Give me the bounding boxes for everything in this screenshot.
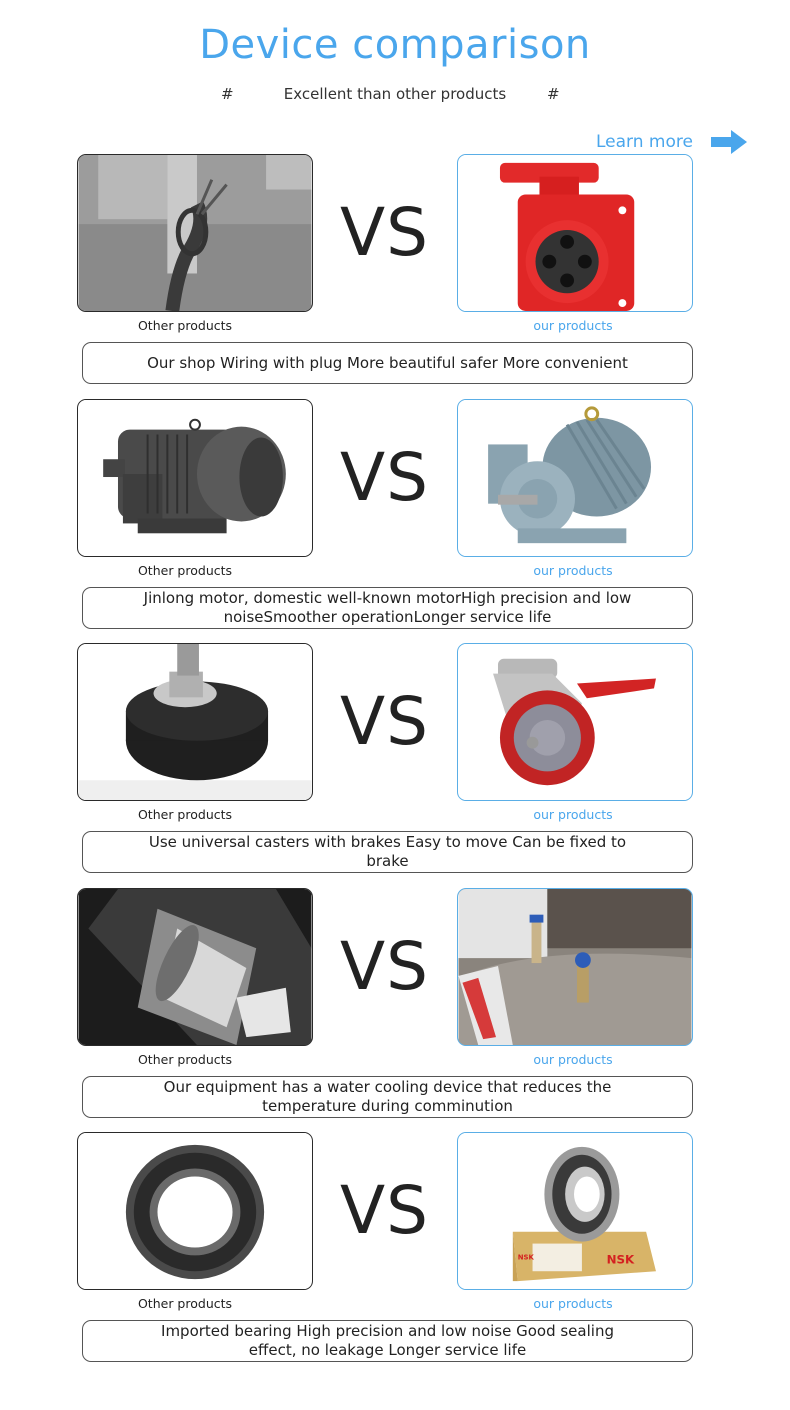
hash-right: # <box>547 85 560 103</box>
red-caster-wheel-with-brake-photo <box>458 644 692 800</box>
our-products-caption: our products <box>533 1052 613 1067</box>
vs-label: VS <box>340 1172 430 1249</box>
our-product-image <box>457 399 693 557</box>
blue-electric-motor-photo <box>458 400 692 556</box>
comparison-description: Our shop Wiring with plug More beautiful safer More convenient <box>82 342 693 384</box>
other-product-image <box>77 888 313 1046</box>
comparison-description: Use universal casters with brakes Easy to move Can be fixed to brake <box>82 831 693 873</box>
vs-label: VS <box>340 439 430 516</box>
subtitle: Excellent than other products <box>283 85 507 103</box>
learn-more-link[interactable]: Learn more <box>596 132 693 152</box>
other-product-image <box>77 154 313 312</box>
other-products-caption: Other products <box>137 1052 233 1067</box>
comparison-wiring <box>0 154 790 394</box>
other-product-image <box>77 643 313 801</box>
water-cooling-fitting-photo <box>458 889 692 1045</box>
page-title: Device comparison <box>199 22 591 68</box>
arrow-right-icon[interactable] <box>711 130 747 154</box>
hash-left: # <box>221 85 234 103</box>
comparison-description: Imported bearing High precision and low noise Good sealing effect, no leakage Longer service life <box>82 1320 693 1362</box>
our-product-image <box>457 888 693 1046</box>
comparison-description: Our equipment has a water cooling device that reduces the temperature during comminution <box>82 1076 693 1118</box>
red-industrial-socket-photo <box>458 155 692 311</box>
other-products-caption: Other products <box>137 1296 233 1311</box>
other-product-image <box>77 399 313 557</box>
svg-text:NSK: NSK <box>517 1253 534 1262</box>
subtitle-row <box>0 85 790 105</box>
comparison-casters <box>0 643 790 883</box>
our-products-caption: our products <box>533 1296 613 1311</box>
other-product-image <box>77 1132 313 1290</box>
our-products-caption: our products <box>533 563 613 578</box>
comparison-motor <box>0 399 790 639</box>
our-products-caption: our products <box>533 318 613 333</box>
other-products-caption: Other products <box>137 807 233 822</box>
vs-label: VS <box>340 194 430 271</box>
our-products-caption: our products <box>533 807 613 822</box>
vs-label: VS <box>340 683 430 760</box>
vs-label: VS <box>340 928 430 1005</box>
steel-pipe-photo <box>78 889 312 1045</box>
comparison-description: Jinlong motor, domestic well-known motorHigh precision and low noiseSmoother operationLonger service life <box>82 587 693 629</box>
svg-text:NSK: NSK <box>606 1252 635 1267</box>
tangled-wires-photo <box>78 155 312 311</box>
comparison-bearings <box>0 1132 790 1372</box>
gray-electric-motor-photo <box>78 400 312 556</box>
our-product-image <box>457 154 693 312</box>
leveling-foot-photo <box>78 644 312 800</box>
our-product-image <box>457 1132 693 1290</box>
our-product-image <box>457 643 693 801</box>
other-products-caption: Other products <box>137 318 233 333</box>
comparison-water-cooling <box>0 888 790 1128</box>
nsk-bearing-with-box-photo <box>458 1133 692 1289</box>
other-products-caption: Other products <box>137 563 233 578</box>
generic-bearing-photo <box>78 1133 312 1289</box>
